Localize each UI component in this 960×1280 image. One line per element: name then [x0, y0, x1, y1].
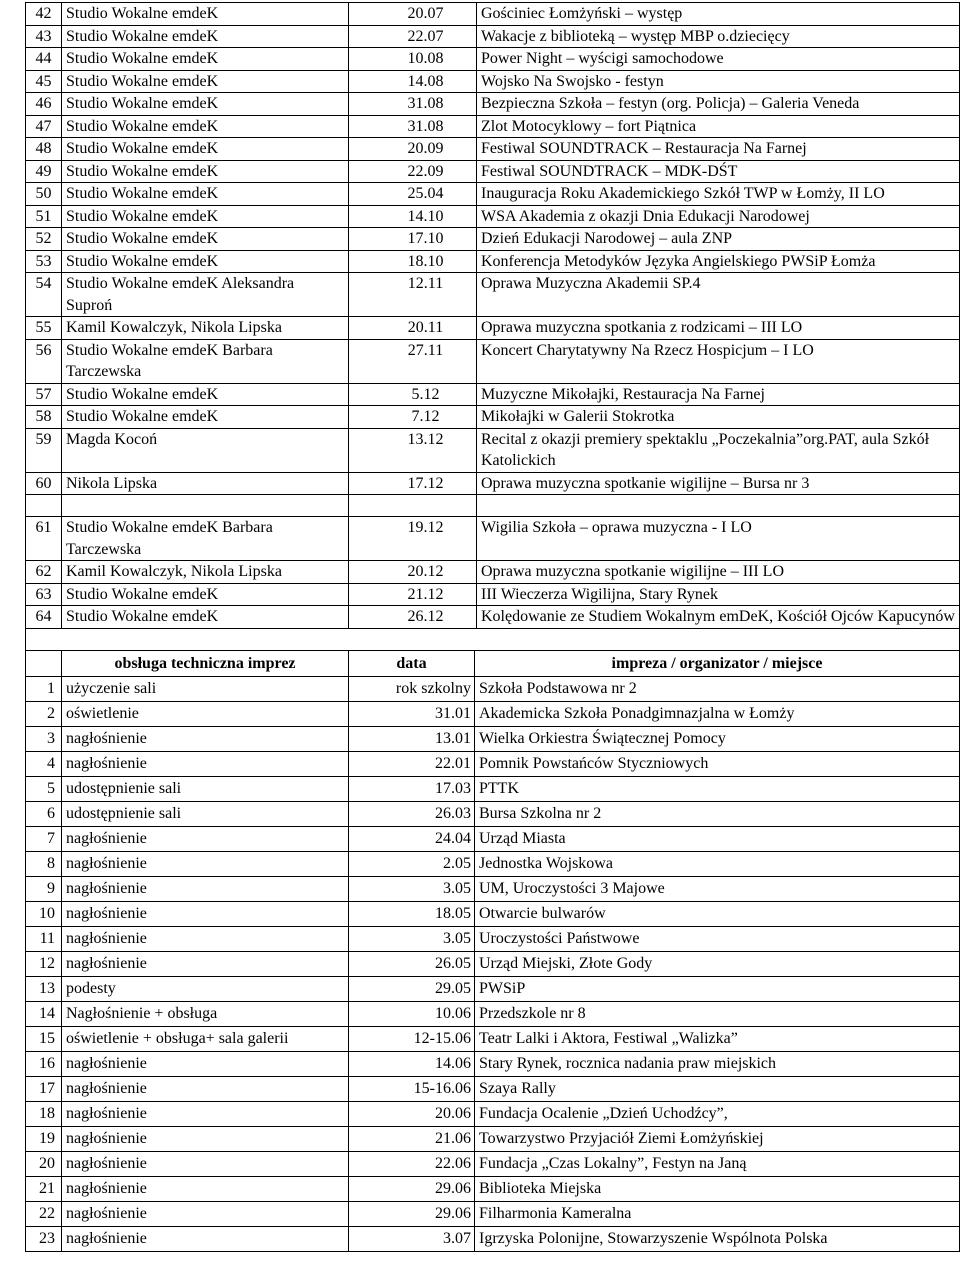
table-row: [26, 1177, 960, 1202]
service-cell: nagłośnienie: [62, 877, 349, 902]
row-number: 59: [26, 428, 62, 472]
row-number: 11: [26, 927, 62, 952]
service-cell: podesty: [62, 977, 349, 1002]
event-cell: Festiwal SOUNDTRACK – MDK-DŚT: [477, 160, 960, 183]
event-cell: Kolędowanie ze Studiem Wokalnym emDeK, Kościół Ojców Kapucynów: [477, 606, 960, 629]
table-row: [26, 383, 960, 406]
performer-cell: Studio Wokalne emdeK: [62, 383, 349, 406]
date-cell: 29.06: [349, 1202, 475, 1227]
row-number: 44: [26, 48, 62, 71]
event-cell: PTTK: [475, 777, 960, 802]
event-cell: Oprawa muzyczna spotkania z rodzicami – III LO: [477, 317, 960, 340]
table-row: [26, 977, 960, 1002]
row-number: 1: [26, 677, 62, 702]
table-row: [26, 93, 960, 116]
performer-cell: Studio Wokalne emdeK: [62, 205, 349, 228]
performer-cell: Studio Wokalne emdeK: [62, 228, 349, 251]
performer-cell: Studio Wokalne emdeK: [62, 93, 349, 116]
date-cell: 3.05: [349, 927, 475, 952]
table-row: [26, 952, 960, 977]
row-number: 23: [26, 1227, 62, 1252]
date-cell: 20.07: [349, 3, 477, 26]
table-row: [26, 1152, 960, 1177]
empty-cell: [349, 495, 477, 517]
row-number: 64: [26, 606, 62, 629]
row-number: 21: [26, 1177, 62, 1202]
event-cell: Teatr Lalki i Aktora, Festiwal „Walizka”: [475, 1027, 960, 1052]
service-cell: użyczenie sali: [62, 677, 349, 702]
event-cell: Fundacja „Czas Lokalny”, Festyn na Janą: [475, 1152, 960, 1177]
event-cell: Szaya Rally: [475, 1077, 960, 1102]
row-number: 18: [26, 1102, 62, 1127]
event-cell: Filharmonia Kameralna: [475, 1202, 960, 1227]
date-cell: 22.09: [349, 160, 477, 183]
table-row: [26, 777, 960, 802]
row-number: 10: [26, 902, 62, 927]
event-cell: Wojsko Na Swojsko - festyn: [477, 70, 960, 93]
event-cell: Bursa Szkolna nr 2: [475, 802, 960, 827]
row-number: 63: [26, 583, 62, 606]
date-cell: 21.12: [349, 583, 477, 606]
row-number: 55: [26, 317, 62, 340]
header-service: obsługa techniczna imprez: [62, 651, 349, 677]
service-cell: nagłośnienie: [62, 852, 349, 877]
service-cell: udostępnienie sali: [62, 802, 349, 827]
service-cell: nagłośnienie: [62, 952, 349, 977]
event-cell: WSA Akademia z okazji Dnia Edukacji Narodowej: [477, 205, 960, 228]
date-cell: 22.06: [349, 1152, 475, 1177]
row-number: 53: [26, 250, 62, 273]
date-cell: 31.08: [349, 93, 477, 116]
table-row: [26, 1202, 960, 1227]
date-cell: 18.05: [349, 902, 475, 927]
row-number: 5: [26, 777, 62, 802]
table-row: [26, 115, 960, 138]
header-event: impreza / organizator / miejsce: [475, 651, 960, 677]
performer-cell: Studio Wokalne emdeK Barbara Tarczewska: [62, 339, 349, 383]
table-row: [26, 205, 960, 228]
service-cell: nagłośnienie: [62, 1227, 349, 1252]
event-cell: Stary Rynek, rocznica nadania praw miejskich: [475, 1052, 960, 1077]
date-cell: 17.12: [349, 472, 477, 495]
table-row: [26, 517, 960, 561]
performer-cell: Studio Wokalne emdeK: [62, 406, 349, 429]
row-number: 19: [26, 1127, 62, 1152]
date-cell: 20.06: [349, 1102, 475, 1127]
event-cell: Oprawa muzyczna spotkanie wigilijne – Bursa nr 3: [477, 472, 960, 495]
date-cell: 10.08: [349, 48, 477, 71]
event-cell: Urząd Miejski, Złote Gody: [475, 952, 960, 977]
event-cell: Fundacja Ocalenie „Dzień Uchodźcy”,: [475, 1102, 960, 1127]
events-table-body: [26, 3, 960, 651]
performer-cell: Studio Wokalne emdeK: [62, 115, 349, 138]
table-row: [26, 1227, 960, 1252]
row-number: 15: [26, 1027, 62, 1052]
row-number: 62: [26, 561, 62, 584]
row-number: 46: [26, 93, 62, 116]
performer-cell: Studio Wokalne emdeK: [62, 138, 349, 161]
table-row: [26, 902, 960, 927]
table-row: [26, 273, 960, 317]
header-date: data: [349, 651, 475, 677]
date-cell: 10.06: [349, 1002, 475, 1027]
table-row: [26, 472, 960, 495]
row-number: 56: [26, 339, 62, 383]
row-number: 49: [26, 160, 62, 183]
event-cell: Biblioteka Miejska: [475, 1177, 960, 1202]
date-cell: 31.01: [349, 702, 475, 727]
row-number: 54: [26, 273, 62, 317]
event-cell: Oprawa muzyczna spotkanie wigilijne – III LO: [477, 561, 960, 584]
date-cell: 26.05: [349, 952, 475, 977]
row-number: 4: [26, 752, 62, 777]
performer-cell: Studio Wokalne emdeK: [62, 3, 349, 26]
date-cell: 18.10: [349, 250, 477, 273]
date-cell: 22.07: [349, 25, 477, 48]
service-cell: oświetlenie: [62, 702, 349, 727]
date-cell: 20.09: [349, 138, 477, 161]
events-table: [25, 2, 960, 651]
event-cell: Przedszkole nr 8: [475, 1002, 960, 1027]
row-number: 7: [26, 827, 62, 852]
table-row: [26, 752, 960, 777]
spacer-row: [26, 495, 960, 517]
performer-cell: Studio Wokalne emdeK: [62, 25, 349, 48]
row-number: 16: [26, 1052, 62, 1077]
event-cell: Uroczystości Państwowe: [475, 927, 960, 952]
table-row: [26, 70, 960, 93]
date-cell: 17.10: [349, 228, 477, 251]
date-cell: 14.08: [349, 70, 477, 93]
row-number: 2: [26, 702, 62, 727]
service-cell: nagłośnienie: [62, 1127, 349, 1152]
table-row: [26, 852, 960, 877]
service-cell: nagłośnienie: [62, 1152, 349, 1177]
event-cell: Recital z okazji premiery spektaklu „Poczekalnia”org.PAT, aula Szkół Katolickich: [477, 428, 960, 472]
service-cell: nagłośnienie: [62, 1077, 349, 1102]
table-row: [26, 702, 960, 727]
performer-cell: Studio Wokalne emdeK: [62, 583, 349, 606]
empty-cell: [26, 495, 62, 517]
row-number: 42: [26, 3, 62, 26]
row-number: 20: [26, 1152, 62, 1177]
event-cell: III Wieczerza Wigilijna, Stary Rynek: [477, 583, 960, 606]
service-cell: nagłośnienie: [62, 902, 349, 927]
separator-row: [26, 628, 960, 650]
event-cell: Igrzyska Polonijne, Stowarzyszenie Wspólnota Polska: [475, 1227, 960, 1252]
row-number: 51: [26, 205, 62, 228]
date-cell: 5.12: [349, 383, 477, 406]
table-row: [26, 677, 960, 702]
row-number: 43: [26, 25, 62, 48]
date-cell: 25.04: [349, 183, 477, 206]
event-cell: Dzień Edukacji Narodowej – aula ZNP: [477, 228, 960, 251]
performer-cell: Kamil Kowalczyk, Nikola Lipska: [62, 317, 349, 340]
tech-header-row: [26, 651, 960, 677]
table-row: [26, 561, 960, 584]
performer-cell: Studio Wokalne emdeK: [62, 160, 349, 183]
date-cell: 12.11: [349, 273, 477, 317]
service-cell: Nagłośnienie + obsługa: [62, 1002, 349, 1027]
header-blank-cell: [26, 651, 62, 677]
event-cell: Szkoła Podstawowa nr 2: [475, 677, 960, 702]
row-number: 3: [26, 727, 62, 752]
date-cell: 2.05: [349, 852, 475, 877]
service-cell: nagłośnienie: [62, 1177, 349, 1202]
event-cell: Mikołajki w Galerii Stokrotka: [477, 406, 960, 429]
table-row: [26, 606, 960, 629]
row-number: 47: [26, 115, 62, 138]
date-cell: 14.06: [349, 1052, 475, 1077]
performer-cell: Studio Wokalne emdeK Aleksandra Suproń: [62, 273, 349, 317]
table-row: [26, 3, 960, 26]
row-number: 22: [26, 1202, 62, 1227]
date-cell: 21.06: [349, 1127, 475, 1152]
event-cell: Festiwal SOUNDTRACK – Restauracja Na Farnej: [477, 138, 960, 161]
service-cell: nagłośnienie: [62, 1102, 349, 1127]
date-cell: 7.12: [349, 406, 477, 429]
event-cell: Oprawa Muzyczna Akademii SP.4: [477, 273, 960, 317]
event-cell: Wakacje z biblioteką – występ MBP o.dziecięcy: [477, 25, 960, 48]
table-row: [26, 802, 960, 827]
row-number: 8: [26, 852, 62, 877]
table-row: [26, 317, 960, 340]
service-cell: nagłośnienie: [62, 1202, 349, 1227]
event-cell: Power Night – wyścigi samochodowe: [477, 48, 960, 71]
performer-cell: Kamil Kowalczyk, Nikola Lipska: [62, 561, 349, 584]
row-number: 6: [26, 802, 62, 827]
event-cell: Jednostka Wojskowa: [475, 852, 960, 877]
performer-cell: Studio Wokalne emdeK: [62, 183, 349, 206]
event-cell: Wigilia Szkoła – oprawa muzyczna - I LO: [477, 517, 960, 561]
date-cell: 13.12: [349, 428, 477, 472]
date-cell: 17.03: [349, 777, 475, 802]
event-cell: Wielka Orkiestra Świątecznej Pomocy: [475, 727, 960, 752]
service-cell: udostępnienie sali: [62, 777, 349, 802]
event-cell: Muzyczne Mikołajki, Restauracja Na Farnej: [477, 383, 960, 406]
event-cell: Inauguracja Roku Akademickiego Szkół TWP w Łomży, II LO: [477, 183, 960, 206]
table-row: [26, 406, 960, 429]
event-cell: Towarzystwo Przyjaciół Ziemi Łomżyńskiej: [475, 1127, 960, 1152]
empty-cell: [477, 495, 960, 517]
date-cell: 29.05: [349, 977, 475, 1002]
table-row: [26, 138, 960, 161]
table-row: [26, 428, 960, 472]
date-cell: 26.12: [349, 606, 477, 629]
performer-cell: Magda Kocoń: [62, 428, 349, 472]
table-row: [26, 827, 960, 852]
table-row: [26, 1102, 960, 1127]
event-cell: Koncert Charytatywny Na Rzecz Hospicjum – I LO: [477, 339, 960, 383]
date-cell: 22.01: [349, 752, 475, 777]
event-cell: Urząd Miasta: [475, 827, 960, 852]
date-cell: 24.04: [349, 827, 475, 852]
tech-table-body: [26, 677, 960, 1252]
date-cell: 13.01: [349, 727, 475, 752]
table-row: [26, 727, 960, 752]
event-cell: Gościniec Łomżyński – występ: [477, 3, 960, 26]
date-cell: 19.12: [349, 517, 477, 561]
table-row: [26, 583, 960, 606]
row-number: 12: [26, 952, 62, 977]
row-number: 60: [26, 472, 62, 495]
event-cell: Pomnik Powstańców Styczniowych: [475, 752, 960, 777]
table-row: [26, 160, 960, 183]
date-cell: 31.08: [349, 115, 477, 138]
service-cell: nagłośnienie: [62, 1052, 349, 1077]
date-cell: 20.12: [349, 561, 477, 584]
row-number: 50: [26, 183, 62, 206]
table-row: [26, 877, 960, 902]
row-number: 61: [26, 517, 62, 561]
table-row: [26, 1052, 960, 1077]
row-number: 17: [26, 1077, 62, 1102]
row-number: 13: [26, 977, 62, 1002]
date-cell: 12-15.06: [349, 1027, 475, 1052]
date-cell: 14.10: [349, 205, 477, 228]
performer-cell: Studio Wokalne emdeK: [62, 250, 349, 273]
date-cell: 29.06: [349, 1177, 475, 1202]
service-cell: nagłośnienie: [62, 827, 349, 852]
date-cell: 3.07: [349, 1227, 475, 1252]
table-row: [26, 48, 960, 71]
date-cell: 3.05: [349, 877, 475, 902]
table-row: [26, 1002, 960, 1027]
empty-cell: [26, 628, 960, 650]
date-cell: 26.03: [349, 802, 475, 827]
table-row: [26, 183, 960, 206]
row-number: 48: [26, 138, 62, 161]
date-cell: 15-16.06: [349, 1077, 475, 1102]
service-cell: nagłośnienie: [62, 927, 349, 952]
service-cell: nagłośnienie: [62, 752, 349, 777]
table-row: [26, 927, 960, 952]
date-cell: 20.11: [349, 317, 477, 340]
event-cell: Bezpieczna Szkoła – festyn (org. Policja) – Galeria Veneda: [477, 93, 960, 116]
performer-cell: Studio Wokalne emdeK: [62, 70, 349, 93]
table-row: [26, 250, 960, 273]
performer-cell: Studio Wokalne emdeK Barbara Tarczewska: [62, 517, 349, 561]
row-number: 14: [26, 1002, 62, 1027]
performer-cell: Nikola Lipska: [62, 472, 349, 495]
date-cell: 27.11: [349, 339, 477, 383]
table-row: [26, 1027, 960, 1052]
row-number: 45: [26, 70, 62, 93]
service-cell: nagłośnienie: [62, 727, 349, 752]
table-row: [26, 228, 960, 251]
event-cell: Konferencja Metodyków Języka Angielskiego PWSiP Łomża: [477, 250, 960, 273]
performer-cell: Studio Wokalne emdeK: [62, 606, 349, 629]
service-cell: oświetlenie + obsługa+ sala galerii: [62, 1027, 349, 1052]
table-row: [26, 1127, 960, 1152]
event-cell: Otwarcie bulwarów: [475, 902, 960, 927]
performer-cell: Studio Wokalne emdeK: [62, 48, 349, 71]
row-number: 58: [26, 406, 62, 429]
event-cell: UM, Uroczystości 3 Majowe: [475, 877, 960, 902]
event-cell: Akademicka Szkoła Ponadgimnazjalna w Łomży: [475, 702, 960, 727]
event-cell: Zlot Motocyklowy – fort Piątnica: [477, 115, 960, 138]
table-row: [26, 1077, 960, 1102]
tech-services-table: [25, 650, 960, 1252]
table-row: [26, 25, 960, 48]
row-number: 57: [26, 383, 62, 406]
event-cell: PWSiP: [475, 977, 960, 1002]
table-row: [26, 339, 960, 383]
date-cell: rok szkolny: [349, 677, 475, 702]
row-number: 52: [26, 228, 62, 251]
row-number: 9: [26, 877, 62, 902]
empty-cell: [62, 495, 349, 517]
